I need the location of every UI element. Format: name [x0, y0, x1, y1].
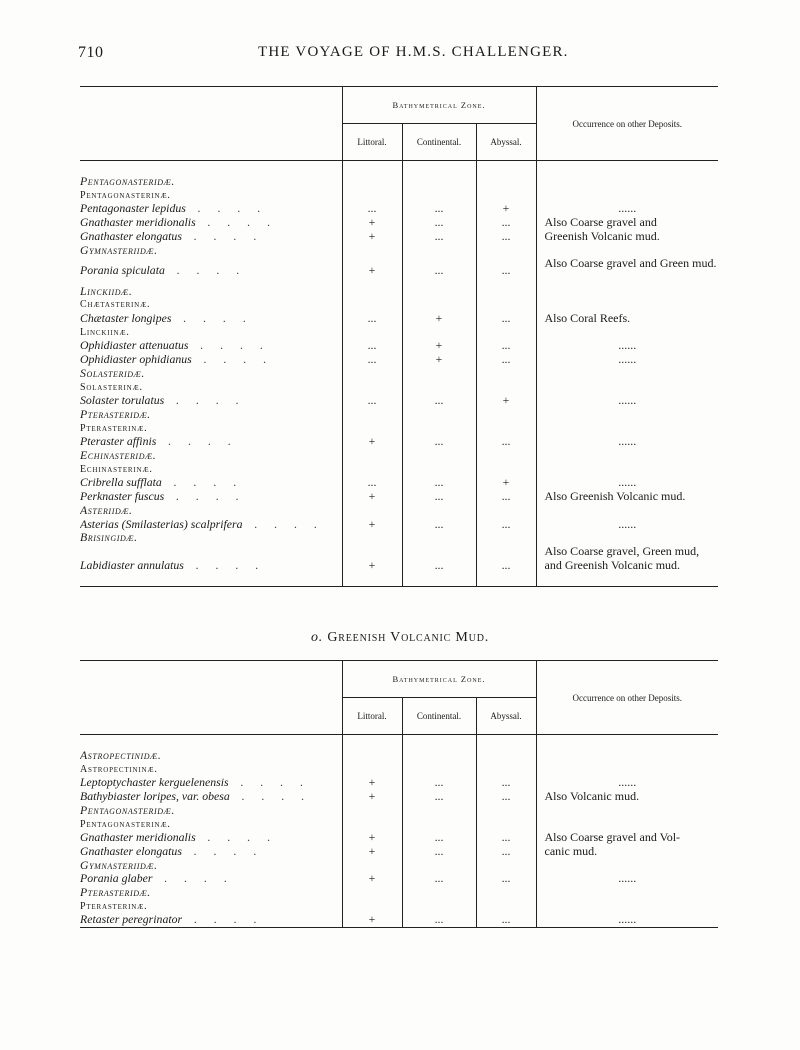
abyssal-cell: ...	[476, 435, 536, 449]
occurrence-cell	[536, 175, 718, 189]
occurrence-cell: canic mud.	[544, 844, 598, 858]
table-row	[80, 175, 718, 189]
taxon-name: Chætaster longipes	[80, 312, 172, 326]
occurrence-cell	[536, 504, 718, 518]
table-row	[80, 326, 718, 340]
littoral-cell: +	[342, 518, 402, 532]
littoral-cell: ...	[342, 312, 402, 326]
littoral-cell	[342, 749, 402, 763]
table-row	[80, 763, 718, 777]
table-row	[80, 749, 718, 763]
occurrence-cell: Also Coarse gravel and Green mud.	[544, 257, 717, 271]
occurrence-cell	[536, 326, 718, 340]
taxon-name: Gnathaster meridionalis	[80, 831, 196, 845]
leader-dots: . . . .	[197, 216, 278, 230]
occurrence-cell	[536, 763, 718, 777]
table-row	[80, 545, 718, 587]
littoral-cell: ...	[342, 353, 402, 367]
continental-cell	[402, 422, 476, 436]
continental-cell	[402, 531, 476, 545]
table-row	[80, 531, 718, 545]
leader-dots: . . . .	[163, 476, 244, 490]
littoral-header: Littoral.	[342, 698, 402, 735]
table-row	[80, 449, 718, 463]
abyssal-cell: ...	[476, 790, 536, 804]
littoral-cell: +	[342, 230, 402, 244]
continental-cell: ...	[402, 476, 476, 490]
littoral-cell: +	[342, 490, 402, 504]
abyssal-cell	[476, 381, 536, 395]
table-row	[80, 244, 718, 258]
abyssal-cell: ...	[476, 545, 536, 587]
continental-header: Continental.	[402, 124, 476, 161]
abyssal-cell	[476, 285, 536, 299]
abyssal-cell	[476, 422, 536, 436]
occurrence-cell: ......	[618, 339, 637, 353]
taxon-name: Linckiidæ.	[80, 284, 133, 298]
littoral-cell: +	[342, 831, 402, 845]
continental-cell: ...	[402, 435, 476, 449]
continental-cell: ...	[402, 257, 476, 284]
abyssal-cell	[476, 244, 536, 258]
continental-cell: ...	[402, 216, 476, 230]
continental-cell: ...	[402, 202, 476, 216]
taxon-header-blank	[80, 87, 342, 161]
taxon-name: Labidiaster annulatus	[80, 557, 184, 572]
littoral-cell	[342, 886, 402, 900]
taxon-name: Pterasterinæ.	[80, 422, 148, 434]
continental-cell	[402, 175, 476, 189]
abyssal-cell: ...	[476, 312, 536, 326]
table-row	[80, 312, 718, 326]
littoral-cell: +	[342, 257, 402, 284]
continental-cell	[402, 763, 476, 777]
table-row	[80, 422, 718, 436]
leader-dots: . . . .	[166, 263, 247, 278]
deposit-table-1	[80, 86, 718, 587]
continental-cell	[402, 900, 476, 914]
littoral-cell: +	[342, 872, 402, 886]
littoral-cell	[342, 504, 402, 518]
taxon-name: Pentagonasterinæ.	[80, 818, 171, 830]
taxon-name: Cribrella sufflata	[80, 476, 162, 490]
taxon-name: Echinasterinæ.	[80, 463, 153, 475]
occurrence-cell: Also Coarse gravel, Green mud, and Greenish Volcanic mud.	[536, 545, 718, 587]
abyssal-cell	[476, 763, 536, 777]
leader-dots: . . . .	[184, 913, 264, 927]
taxon-name: Solasterinæ.	[80, 381, 143, 393]
leader-dots: . . . .	[185, 557, 266, 572]
bathymetrical-zone-header: Bathymetrical Zone.	[342, 87, 536, 124]
leader-dots: . . . .	[190, 339, 271, 353]
table-row	[80, 230, 718, 244]
continental-cell	[402, 244, 476, 258]
littoral-cell	[342, 244, 402, 258]
continental-cell	[402, 504, 476, 518]
taxon-name: Gnathaster elongatus	[80, 229, 182, 243]
continental-cell: ...	[402, 394, 476, 408]
table-row	[80, 189, 718, 203]
page-number: 710	[78, 44, 104, 61]
table-row	[80, 202, 718, 216]
running-title: THE VOYAGE OF H.M.S. CHALLENGER.	[258, 44, 569, 60]
taxon-name: Pentagonasteridæ.	[80, 803, 175, 817]
continental-cell	[402, 381, 476, 395]
continental-cell: ...	[402, 845, 476, 859]
taxon-name: Pentagonasteridæ.	[80, 175, 175, 188]
littoral-cell: +	[342, 845, 402, 859]
occurrence-cell: Also Coarse gravel and Vol-	[544, 831, 681, 845]
abyssal-cell: ...	[476, 872, 536, 886]
leader-dots: . . . .	[183, 229, 264, 243]
occurrence-cell: ......	[618, 872, 637, 886]
littoral-cell	[342, 326, 402, 340]
abyssal-cell	[476, 900, 536, 914]
continental-cell: ...	[402, 831, 476, 845]
continental-cell	[402, 298, 476, 312]
taxon-name: Solaster torulatus	[80, 394, 165, 408]
continental-cell: +	[402, 312, 476, 326]
deposit-table-2	[80, 660, 718, 928]
table-row	[80, 776, 718, 790]
abyssal-cell: ...	[476, 353, 536, 367]
continental-cell	[402, 859, 476, 873]
littoral-cell	[342, 818, 402, 832]
abyssal-cell: +	[476, 476, 536, 490]
abyssal-cell: ...	[476, 831, 536, 845]
taxon-name: Ophidiaster attenuatus	[80, 339, 189, 353]
taxon-name: Gnathaster meridionalis	[80, 216, 196, 230]
abyssal-cell	[476, 189, 536, 203]
continental-cell	[402, 818, 476, 832]
section-label: o.	[310, 630, 324, 645]
leader-dots: . . . .	[173, 312, 254, 326]
leader-dots: . . . .	[244, 517, 325, 531]
occurrence-cell: ......	[618, 353, 637, 367]
table-row	[80, 476, 718, 490]
abyssal-cell: ...	[476, 776, 536, 790]
table-row	[80, 859, 718, 873]
abyssal-cell: ...	[476, 257, 536, 284]
taxon-name: Pterasterinæ.	[80, 900, 148, 912]
leader-dots: . . . .	[193, 353, 274, 367]
taxon-name: Pterasteridæ.	[80, 407, 151, 421]
taxon-name: Astropectinidæ.	[80, 749, 162, 762]
table-row	[80, 900, 718, 914]
abyssal-cell: ...	[476, 518, 536, 532]
taxon-name: Pterasteridæ.	[80, 886, 151, 900]
occurrence-cell	[536, 749, 718, 763]
continental-cell	[402, 326, 476, 340]
table-row	[80, 504, 718, 518]
occurrence-cell: Also Volcanic mud.	[544, 790, 640, 804]
occurrence-cell: ......	[618, 776, 637, 790]
taxon-name: Porania glaber	[80, 872, 153, 886]
occurrence-header: Occurrence on other Deposits.	[536, 661, 718, 735]
occurrence-cell	[536, 244, 718, 258]
littoral-cell: ...	[342, 339, 402, 353]
occurrence-cell	[536, 422, 718, 436]
littoral-cell	[342, 763, 402, 777]
continental-cell: ...	[402, 545, 476, 587]
abyssal-cell	[476, 804, 536, 818]
abyssal-cell	[476, 408, 536, 422]
littoral-cell	[342, 422, 402, 436]
table-row	[80, 257, 718, 284]
occurrence-cell: Greenish Volcanic mud.	[544, 229, 660, 243]
taxon-name: Gymnasteriidæ.	[80, 858, 158, 872]
taxon-name: Asteriidæ.	[80, 503, 133, 517]
taxon-name: Astropectininæ.	[80, 763, 158, 775]
occurrence-cell: Also Greenish Volcanic mud.	[544, 490, 686, 504]
occurrence-cell	[536, 408, 718, 422]
abyssal-header: Abyssal.	[476, 698, 536, 735]
leader-dots: . . . .	[183, 844, 264, 858]
taxon-name: Gnathaster elongatus	[80, 844, 182, 858]
continental-cell	[402, 449, 476, 463]
table-row	[80, 339, 718, 353]
occurrence-cell	[536, 531, 718, 545]
leader-dots: . . . .	[166, 394, 246, 408]
taxon-name: Perknaster fuscus	[80, 490, 165, 504]
littoral-cell	[342, 531, 402, 545]
table-row	[80, 435, 718, 449]
littoral-cell	[342, 285, 402, 299]
abyssal-cell	[476, 326, 536, 340]
abyssal-cell	[476, 367, 536, 381]
littoral-cell	[342, 367, 402, 381]
occurrence-cell: ......	[618, 517, 637, 531]
table-row	[80, 408, 718, 422]
abyssal-cell: +	[476, 394, 536, 408]
occurrence-cell: Also Coral Reefs.	[544, 312, 631, 326]
occurrence-cell	[536, 189, 718, 203]
occurrence-cell	[536, 818, 718, 832]
littoral-cell: +	[342, 545, 402, 587]
continental-cell: ...	[402, 790, 476, 804]
littoral-cell: +	[342, 913, 402, 927]
continental-header: Continental.	[402, 698, 476, 735]
leader-dots: . . . .	[154, 872, 235, 886]
littoral-cell: +	[342, 790, 402, 804]
table-row	[80, 872, 718, 886]
taxon-name: Gymnasteriidæ.	[80, 243, 158, 257]
continental-cell	[402, 804, 476, 818]
leader-dots: . . . .	[158, 435, 238, 449]
abyssal-cell: ...	[476, 913, 536, 927]
littoral-header: Littoral.	[342, 124, 402, 161]
littoral-cell	[342, 900, 402, 914]
littoral-cell	[342, 463, 402, 477]
occurrence-cell	[536, 886, 718, 900]
occurrence-cell	[536, 449, 718, 463]
table-row	[80, 367, 718, 381]
continental-cell	[402, 886, 476, 900]
littoral-cell	[342, 449, 402, 463]
abyssal-cell	[476, 175, 536, 189]
taxon-name: Retaster peregrinator	[80, 913, 183, 927]
abyssal-cell: ...	[476, 339, 536, 353]
continental-cell	[402, 749, 476, 763]
taxon-name: Pentagonaster lepidus	[80, 202, 186, 216]
taxon-name: Bathybiaster loripes, var. obesa	[80, 790, 230, 804]
table-row	[80, 381, 718, 395]
spacer-row	[80, 161, 718, 176]
littoral-cell: ...	[342, 476, 402, 490]
leader-dots: . . . .	[187, 202, 268, 216]
taxon-name: Solasteridæ.	[80, 366, 145, 380]
taxon-name: Asterias (Smilasterias) scalprifera	[80, 517, 243, 531]
occurrence-cell: ......	[536, 913, 718, 927]
continental-cell: ...	[402, 230, 476, 244]
littoral-cell: +	[342, 776, 402, 790]
occurrence-cell	[536, 298, 718, 312]
occurrence-cell: ......	[618, 435, 637, 449]
table-row	[80, 845, 718, 859]
littoral-cell	[342, 408, 402, 422]
continental-cell	[402, 408, 476, 422]
table-row	[80, 886, 718, 900]
taxon-name: Porania spiculata	[80, 263, 165, 278]
taxon-header-blank	[80, 661, 342, 735]
occurrence-cell	[536, 463, 718, 477]
littoral-cell: ...	[342, 394, 402, 408]
table-row	[80, 818, 718, 832]
taxon-name: Chætasterinæ.	[80, 299, 151, 311]
section-title	[0, 630, 800, 646]
table-row	[80, 216, 718, 230]
table-row	[80, 353, 718, 367]
abyssal-cell: ...	[476, 230, 536, 244]
abyssal-cell	[476, 859, 536, 873]
occurrence-cell	[536, 367, 718, 381]
table-row	[80, 518, 718, 532]
occurrence-cell: ......	[618, 394, 637, 408]
occurrence-cell	[536, 804, 718, 818]
section-name: Greenish Volcanic Mud.	[327, 630, 490, 645]
abyssal-cell: ...	[476, 216, 536, 230]
table-row	[80, 298, 718, 312]
taxon-name: Leptoptychaster kerguelenensis	[80, 776, 229, 790]
table-row	[80, 831, 718, 845]
spacer-row	[80, 735, 718, 750]
occurrence-cell: ......	[618, 202, 637, 216]
occurrence-cell	[536, 900, 718, 914]
table-row	[80, 790, 718, 804]
littoral-cell: +	[342, 435, 402, 449]
taxon-name: Pteraster affinis	[80, 435, 157, 449]
taxon-name: Pentagonasterinæ.	[80, 189, 171, 201]
occurrence-cell	[536, 285, 718, 299]
occurrence-cell	[536, 859, 718, 873]
table-row	[80, 913, 718, 927]
continental-cell: +	[402, 353, 476, 367]
littoral-cell: ...	[342, 202, 402, 216]
taxon-name: Echinasteridæ.	[80, 449, 157, 463]
abyssal-cell	[476, 449, 536, 463]
littoral-cell	[342, 175, 402, 189]
continental-cell	[402, 285, 476, 299]
littoral-cell	[342, 804, 402, 818]
leader-dots: . . . .	[166, 490, 246, 504]
continental-cell: ...	[402, 490, 476, 504]
table-row	[80, 804, 718, 818]
abyssal-cell	[476, 749, 536, 763]
continental-cell: ...	[402, 872, 476, 886]
bathymetrical-zone-header: Bathymetrical Zone.	[342, 661, 536, 698]
abyssal-cell	[476, 818, 536, 832]
abyssal-cell	[476, 463, 536, 477]
littoral-cell	[342, 189, 402, 203]
continental-cell	[402, 189, 476, 203]
taxon-name: Linckiinæ.	[80, 326, 130, 338]
abyssal-cell	[476, 298, 536, 312]
occurrence-cell: Also Coarse gravel and	[544, 216, 657, 230]
taxon-name: Ophidiaster ophidianus	[80, 353, 192, 367]
table-row	[80, 490, 718, 504]
abyssal-cell: +	[476, 202, 536, 216]
abyssal-cell	[476, 531, 536, 545]
occurrence-header: Occurrence on other Deposits.	[536, 87, 718, 161]
abyssal-cell	[476, 504, 536, 518]
table-row	[80, 394, 718, 408]
abyssal-cell	[476, 886, 536, 900]
taxon-name: Brisingidæ.	[80, 531, 138, 545]
continental-cell: ...	[402, 913, 476, 927]
occurrence-cell	[536, 381, 718, 395]
leader-dots: . . . .	[197, 831, 278, 845]
continental-cell: ...	[402, 776, 476, 790]
continental-cell	[402, 463, 476, 477]
abyssal-cell: ...	[476, 845, 536, 859]
continental-cell: ...	[402, 518, 476, 532]
continental-cell: +	[402, 339, 476, 353]
abyssal-cell: ...	[476, 490, 536, 504]
table-row	[80, 463, 718, 477]
littoral-cell	[342, 298, 402, 312]
table-row	[80, 285, 718, 299]
littoral-cell: +	[342, 216, 402, 230]
abyssal-header: Abyssal.	[476, 124, 536, 161]
leader-dots: . . . .	[231, 790, 312, 804]
leader-dots: . . . .	[230, 776, 311, 790]
littoral-cell	[342, 381, 402, 395]
continental-cell	[402, 367, 476, 381]
occurrence-cell: ......	[618, 476, 637, 490]
littoral-cell	[342, 859, 402, 873]
